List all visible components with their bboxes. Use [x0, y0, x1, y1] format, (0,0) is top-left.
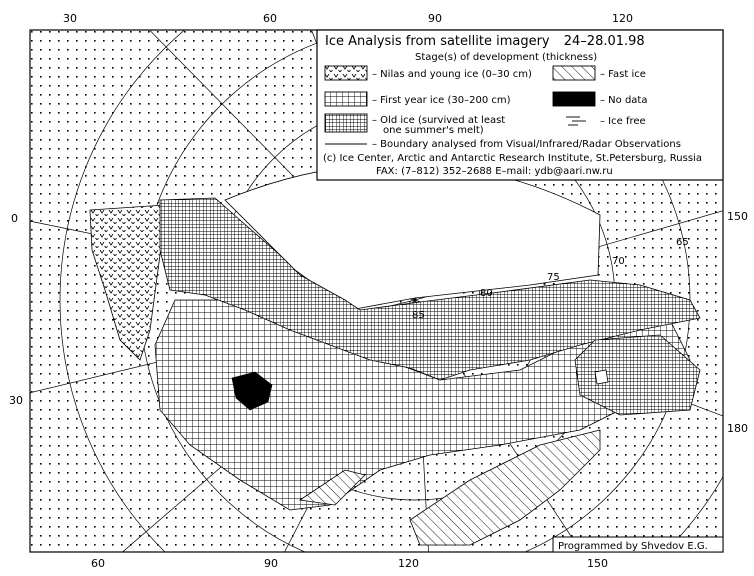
programmer-credit-box [553, 537, 723, 552]
legend-swatch-no-data [553, 92, 595, 106]
lon-bottom-120: 120 [398, 557, 419, 570]
lon-top-30: 30 [63, 12, 77, 25]
legend-label-ice-free: – Ice free [600, 116, 646, 127]
island-small [595, 370, 608, 384]
legend-swatch-first-year [325, 92, 367, 106]
contact-text: FAX: (7–812) 352–2688 E–mail: ydb@aari.nw.ru [376, 166, 613, 177]
legend-label-first-year: – First year ice (30–200 cm) [372, 95, 511, 106]
lon-bottom-60: 60 [91, 557, 105, 570]
legend-label-nilas: – Nilas and young ice (0–30 cm) [372, 69, 532, 80]
lon-bottom-150: 150 [587, 557, 608, 570]
lon-left-0: 0 [11, 212, 18, 225]
lat-70: 70 [612, 256, 625, 267]
lat-75: 75 [547, 272, 560, 283]
lon-right-180: 180 [727, 422, 748, 435]
lon-left-30: 30 [9, 394, 23, 407]
lon-bottom-90: 90 [264, 557, 278, 570]
lat-85: 85 [412, 310, 425, 321]
legend-panel [317, 30, 723, 180]
programmer-credit: Programmed by Shvedov E.G. [558, 541, 708, 552]
legend-label-old-ice-1: – Old ice (survived at least [372, 115, 506, 126]
legend-swatch-nilas [325, 66, 367, 80]
legend-label-fast-ice: – Fast ice [600, 69, 646, 80]
legend-label-old-ice-2: one summer's melt) [383, 125, 484, 136]
lon-right-150: 150 [727, 210, 748, 223]
lat-80: 80 [480, 288, 493, 299]
legend-label-no-data: – No data [600, 95, 648, 106]
legend-subtitle: Stage(s) of development (thickness) [415, 52, 598, 63]
legend-label-boundary: – Boundary analysed from Visual/Infrared/Radar Observations [372, 139, 681, 150]
legend-swatch-old-ice [325, 114, 367, 132]
credit-text: (c) Ice Center, Arctic and Antarctic Research Institute, St.Petersburg, Russia [323, 153, 702, 164]
lon-top-60: 60 [263, 12, 277, 25]
lat-65: 65 [676, 237, 689, 248]
lon-top-120: 120 [612, 12, 633, 25]
lon-top-90: 90 [428, 12, 442, 25]
map-title: Ice Analysis from satellite imagery 24–28.01.98 [325, 34, 645, 49]
legend-swatch-fast-ice [553, 66, 595, 80]
